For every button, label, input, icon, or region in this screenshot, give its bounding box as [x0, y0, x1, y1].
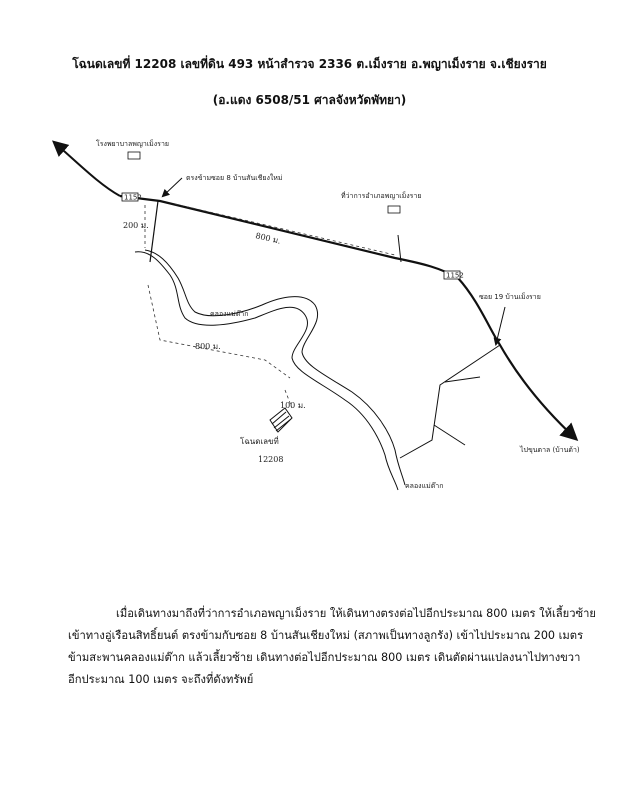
hospital-label: โรงพยาบาลพญาเม็งราย [96, 140, 169, 148]
hospital-marker [128, 152, 140, 159]
plot-deed-label: โฉนดเลขที่ [240, 437, 279, 446]
deed-title: โฉนดเลขที่ 12208 เลขที่ดิน 493 หน้าสำรวจ 2336 ต.เม็งราย อ.พญาเม็งราย จ.เชียงราย [72, 57, 547, 71]
highway-1152 [55, 143, 120, 196]
khlong-label-1: คลองแม่ต๊าก [210, 310, 249, 318]
plot-deed-number: 12208 [258, 455, 284, 464]
directions-text [68, 603, 596, 691]
soi8-pointer [163, 178, 182, 196]
directions-line-2: เข้าทางอู่เรือนสิทธิ์ยนต์ ตรงข้ามกับซอย 8 บ้านสันเชียงใหม่ (สภาพเป็นทางลูกรัง) เข้าไปประมาณ 200 เมตร [68, 629, 584, 642]
district-office-label: ที่ว่าการอำเภอพญาเม็งราย [341, 192, 422, 200]
distance-800m-top: 800 ม. [254, 231, 282, 246]
directions-line-3: ข้ามสะพานคลองแม่ต๊าก แล้วเลี้ยวซ้าย เดินทางต่อไปอีกประมาณ 800 เมตร เดินตัดผ่านแปลงนาไปทางขวา [68, 651, 581, 664]
distance-200m: 200 ม. [123, 221, 149, 230]
soi19-pointer [496, 307, 505, 344]
district-office-marker [388, 206, 400, 213]
road-sign-1152-right-text: 1152 [446, 271, 464, 280]
side-road-1 [400, 345, 500, 458]
directions-line-4: อีกประมาณ 100 เมตร จะถึงที่ดังทรัพย์ [68, 673, 254, 686]
case-subtitle: (อ.แดง 6508/51 ศาลจังหวัดพัทยา) [212, 93, 407, 107]
khlong-label-2: คลองแม่ต๊าก [405, 482, 444, 490]
distance-100m: 100 ม. [280, 401, 306, 410]
soi19-label: ซอย 19 บ้านเม็งราย [479, 293, 541, 301]
target-plot [270, 408, 292, 432]
soi8-label: ตรงข้ามซอย 8 บ้านสันเชียงใหม่ [186, 174, 283, 182]
route-800m-mid [148, 285, 290, 378]
distance-800m-mid: 800 ม. [195, 342, 221, 351]
side-road-3 [434, 425, 465, 445]
directions-line-1: เมื่อเดินทางมาถึงที่ว่าการอำเภอพญาเม็งราย ให้เดินทางตรงต่อไปอีกประมาณ 800 เมตร ให้เลี้ยวซ้าย [116, 607, 596, 620]
destination-label: ไปขุนตาล (บ้านต้า) [520, 446, 580, 454]
road-sign-1152-left-text: 1152 [124, 193, 142, 202]
